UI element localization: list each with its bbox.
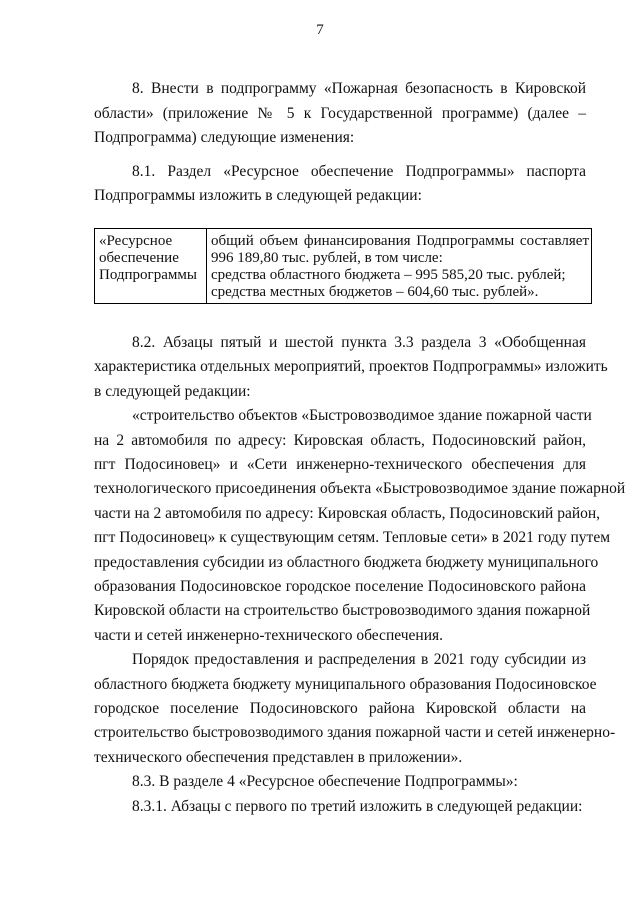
text-line: «строительство объектов «Быстровозводимое здание пожарной части <box>132 407 592 425</box>
text-line: Кировской области на строительство быстровозводимого здания пожарной <box>94 602 591 620</box>
table-label-line: «Ресурсное <box>99 233 173 249</box>
table-value-line: средства областного бюджета – 995 585,20 тыс. рублей; <box>211 267 566 283</box>
table-column-divider <box>206 229 207 303</box>
page-number: 7 <box>316 22 324 38</box>
text-line: технического обеспечения представлен в приложении». <box>94 748 463 766</box>
text-line: характеристика отдельных мероприятий, проектов Подпрограммы» изложить <box>94 358 608 376</box>
text-line: 8.2. Абзацы пятый и шестой пункта 3.3 раздела 3 «Обобщенная <box>132 334 586 351</box>
text-line: 8.3. В разделе 4 «Ресурсное обеспечение Подпрограммы»: <box>132 773 518 791</box>
text-line: Подпрограмма) следующие изменения: <box>94 129 355 146</box>
text-line: строительство быстровозводимого здания пожарной части и сетей инженерно- <box>94 724 616 742</box>
text-line: части на 2 автомобиля по адресу: Кировская область, Подосиновский район, <box>94 504 601 522</box>
text-line: в следующей редакции: <box>94 382 251 400</box>
text-line: предоставления субсидии из областного бюджета бюджету муниципального <box>94 553 599 571</box>
text-line: областного бюджета бюджету муниципального образования Подосиновское <box>94 675 597 693</box>
table-cell-value <box>211 233 589 301</box>
text-line: области» (приложение № 5 к Государственной программе) (далее – <box>94 104 586 122</box>
text-line: 8. Внести в подпрограмму «Пожарная безопасность в Кировской <box>132 80 586 97</box>
table-label-line: обеспечение <box>99 250 179 266</box>
text-line: Подпрограммы изложить в следующей редакции: <box>94 187 422 204</box>
text-line: пгт Подосиновец» к существующим сетям. Тепловые сети» в 2021 году путем <box>94 529 611 547</box>
text-line: 8.3.1. Абзацы с первого по третий изложить в следующей редакции: <box>132 797 583 815</box>
table-value-line: средства местных бюджетов – 604,60 тыс. рублей». <box>211 284 539 300</box>
text-line: технологического присоединения объекта «Быстровозводимое здание пожарной <box>94 480 626 498</box>
table-value-line: 996 189,80 тыс. рублей, в том числе: <box>211 250 443 266</box>
table-label-line: Подпрограммы <box>99 267 197 283</box>
resource-table <box>94 228 592 304</box>
text-line: на 2 автомобиля по адресу: Кировская область, Подосиновский район, <box>94 431 586 449</box>
text-line: 8.1. Раздел «Ресурсное обеспечение Подпрограммы» паспорта <box>132 162 586 180</box>
text-line: городское поселение Подосиновского района Кировской области на <box>94 700 586 717</box>
text-line: Порядок предоставления и распределения в 2021 году субсидии из <box>132 651 586 669</box>
text-line: образования Подосиновское городское поселение Подосиновского района <box>94 578 586 595</box>
table-cell-label <box>99 233 205 284</box>
text-line: части и сетей инженерно-технического обеспечения. <box>94 626 443 644</box>
table-value-line: общий объем финансирования Подпрограммы составляет <box>211 233 589 249</box>
text-line: пгт Подосиновец» и «Сети инженерно-технического обеспечения для <box>94 456 586 473</box>
